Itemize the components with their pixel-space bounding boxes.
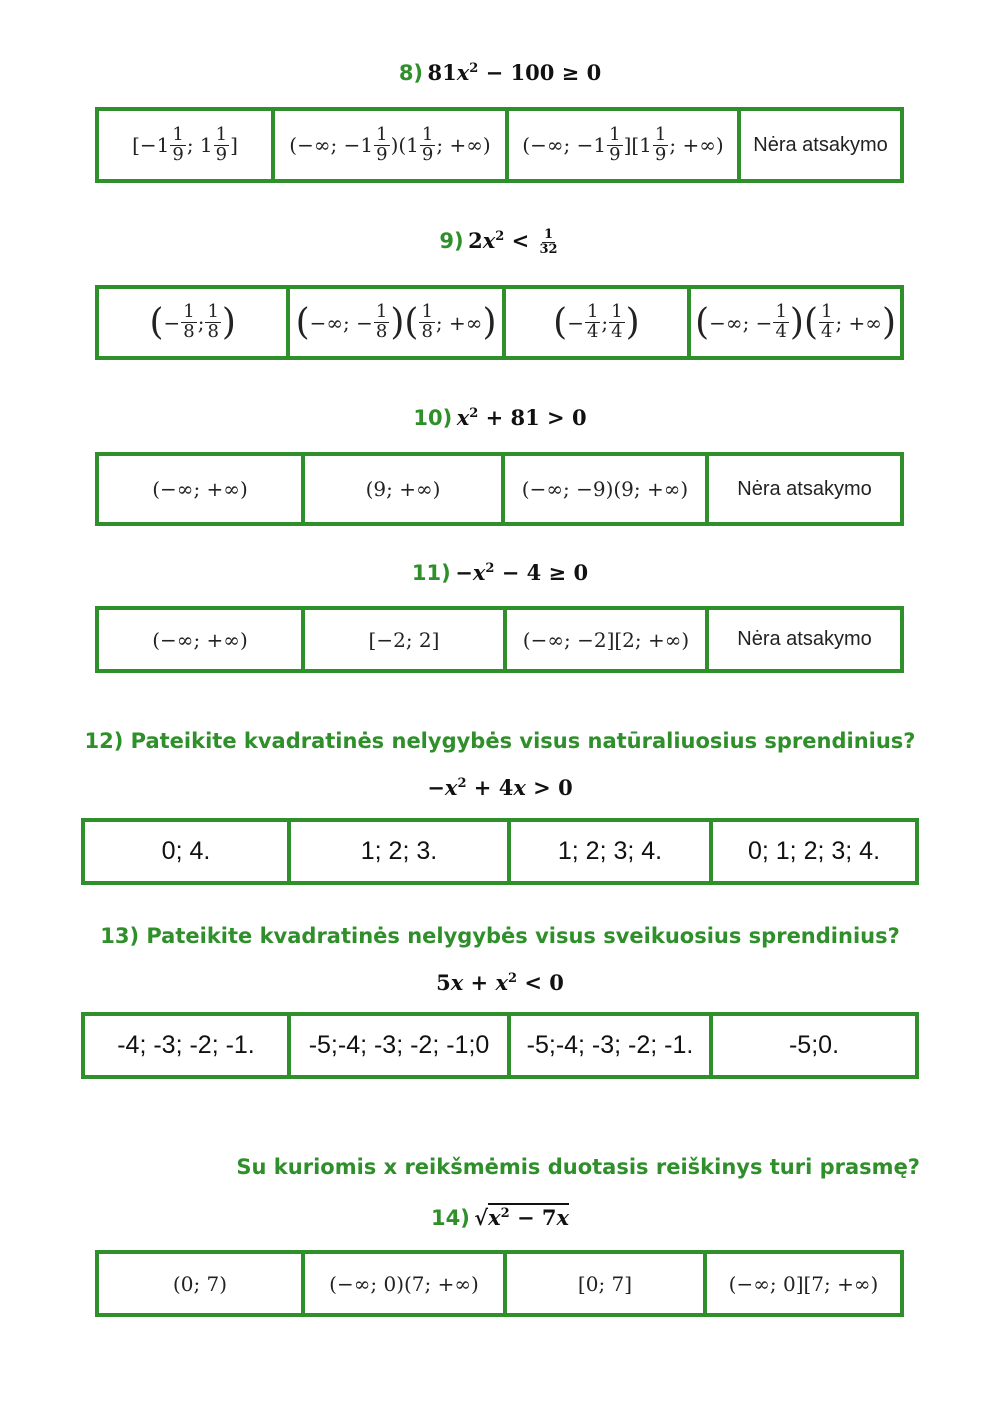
q14-option-4[interactable]: (−∞; 0][7; +∞) <box>703 1254 900 1313</box>
q13-options <box>81 1012 919 1079</box>
q8-option-4[interactable]: Nėra atsakymo <box>737 111 900 179</box>
q11-option-2[interactable]: [−2; 2] <box>301 610 503 669</box>
q9-option-4[interactable]: ( −∞; − $\frac{1}{4}$ ) ( $\frac{1}{4}$ ; +∞ ) <box>687 289 900 356</box>
q14-options <box>95 1250 904 1317</box>
q13-option-3[interactable]: -5;-4; -3; -2; -1. <box>507 1016 709 1075</box>
q12-option-2[interactable]: 1; 2; 3. <box>287 822 507 881</box>
q14-question: Su kuriomis x reikšmėmis duotasis reiškinys turi prasmę? <box>236 1155 920 1179</box>
q9-option-3[interactable]: ( − $\frac{1}{4}$ ; $\frac{1}{4}$ ) <box>502 289 687 356</box>
q13-option-4[interactable]: -5;0. <box>709 1016 915 1075</box>
q12-option-1[interactable]: 0; 4. <box>161 837 211 865</box>
q10-equation: $x^2 + 81 > 0$ <box>456 405 587 430</box>
q8-title <box>0 60 1000 85</box>
q9-option-2[interactable]: ( −∞; − $\frac{1}{8}$ ) ( $\frac{1}{8}$ ; +∞ ) <box>286 289 501 356</box>
q14-option-1[interactable]: (0; 7) <box>172 1271 228 1296</box>
q13-equation: $5x + x^2 < 0$ <box>436 970 564 995</box>
q10-options <box>95 452 904 526</box>
q8-number: 8) <box>398 61 424 85</box>
q9-equation: $2x^2$ < $\frac{1}{32}$ <box>468 227 558 257</box>
q11-options <box>95 606 904 673</box>
q11-option-3[interactable]: (−∞; −2][2; +∞) <box>503 610 705 669</box>
q11-option-4[interactable]: Nėra atsakymo <box>705 610 900 669</box>
q8-options <box>95 107 904 183</box>
q8-option-1[interactable]: [−1 $\frac{1}{9}$ ; 1 $\frac{1}{9}$ ] <box>132 123 238 165</box>
q9-options <box>95 285 904 360</box>
q14-option-2[interactable]: (−∞; 0)(7; +∞) <box>301 1254 503 1313</box>
q10-title <box>0 405 1000 430</box>
q12-option-3[interactable]: 1; 2; 3; 4. <box>507 822 709 881</box>
q9-title <box>0 228 1000 257</box>
q9-option-1[interactable]: ( − $\frac{1}{8}$ ; $\frac{1}{8}$ ) <box>149 301 236 343</box>
q10-option-4[interactable]: Nėra atsakymo <box>705 456 900 522</box>
q14-number: 14) <box>430 1206 470 1230</box>
q11-option-1[interactable]: (−∞; +∞) <box>152 627 248 652</box>
q12-question: 12) Pateikite kvadratinės nelygybės visus natūraliuosius sprendinius? <box>84 729 916 753</box>
q13-option-1[interactable]: -4; -3; -2; -1. <box>117 1031 255 1059</box>
q11-equation: $-x^2 - 4 \ge 0$ <box>455 560 589 585</box>
q13-option-2[interactable]: -5;-4; -3; -2; -1;0 <box>287 1016 507 1075</box>
q8-option-2[interactable]: (−∞; −1 $\frac{1}{9}$ )(1 $\frac{1}{9}$ ; +∞) <box>271 111 505 179</box>
q10-option-3[interactable]: (−∞; −9)(9; +∞) <box>501 456 705 522</box>
q12-equation: $-x^2 + 4x > 0$ <box>427 775 573 800</box>
q14-equation: $√x^2 - 7x$ <box>474 1205 570 1230</box>
q10-number: 10) <box>413 406 453 430</box>
q12-option-4[interactable]: 0; 1; 2; 3; 4. <box>709 822 915 881</box>
q10-option-2[interactable]: (9; +∞) <box>301 456 501 522</box>
q14-title <box>0 1205 1000 1230</box>
q14-option-3[interactable]: [0; 7] <box>503 1254 703 1313</box>
q10-option-1[interactable]: (−∞; +∞) <box>152 477 248 501</box>
q12-options <box>81 818 919 885</box>
q8-equation: $81x^2 - 100 \ge 0$ <box>427 60 602 85</box>
q13-question: 13) Pateikite kvadratinės nelygybės visus sveikuosius sprendinius? <box>100 924 900 948</box>
q11-number: 11) <box>411 561 451 585</box>
q8-option-3[interactable]: (−∞; −1 $\frac{1}{9}$ ][1 $\frac{1}{9}$ ; +∞) <box>505 111 737 179</box>
q11-title <box>0 560 1000 585</box>
q9-number: 9) <box>439 229 464 253</box>
